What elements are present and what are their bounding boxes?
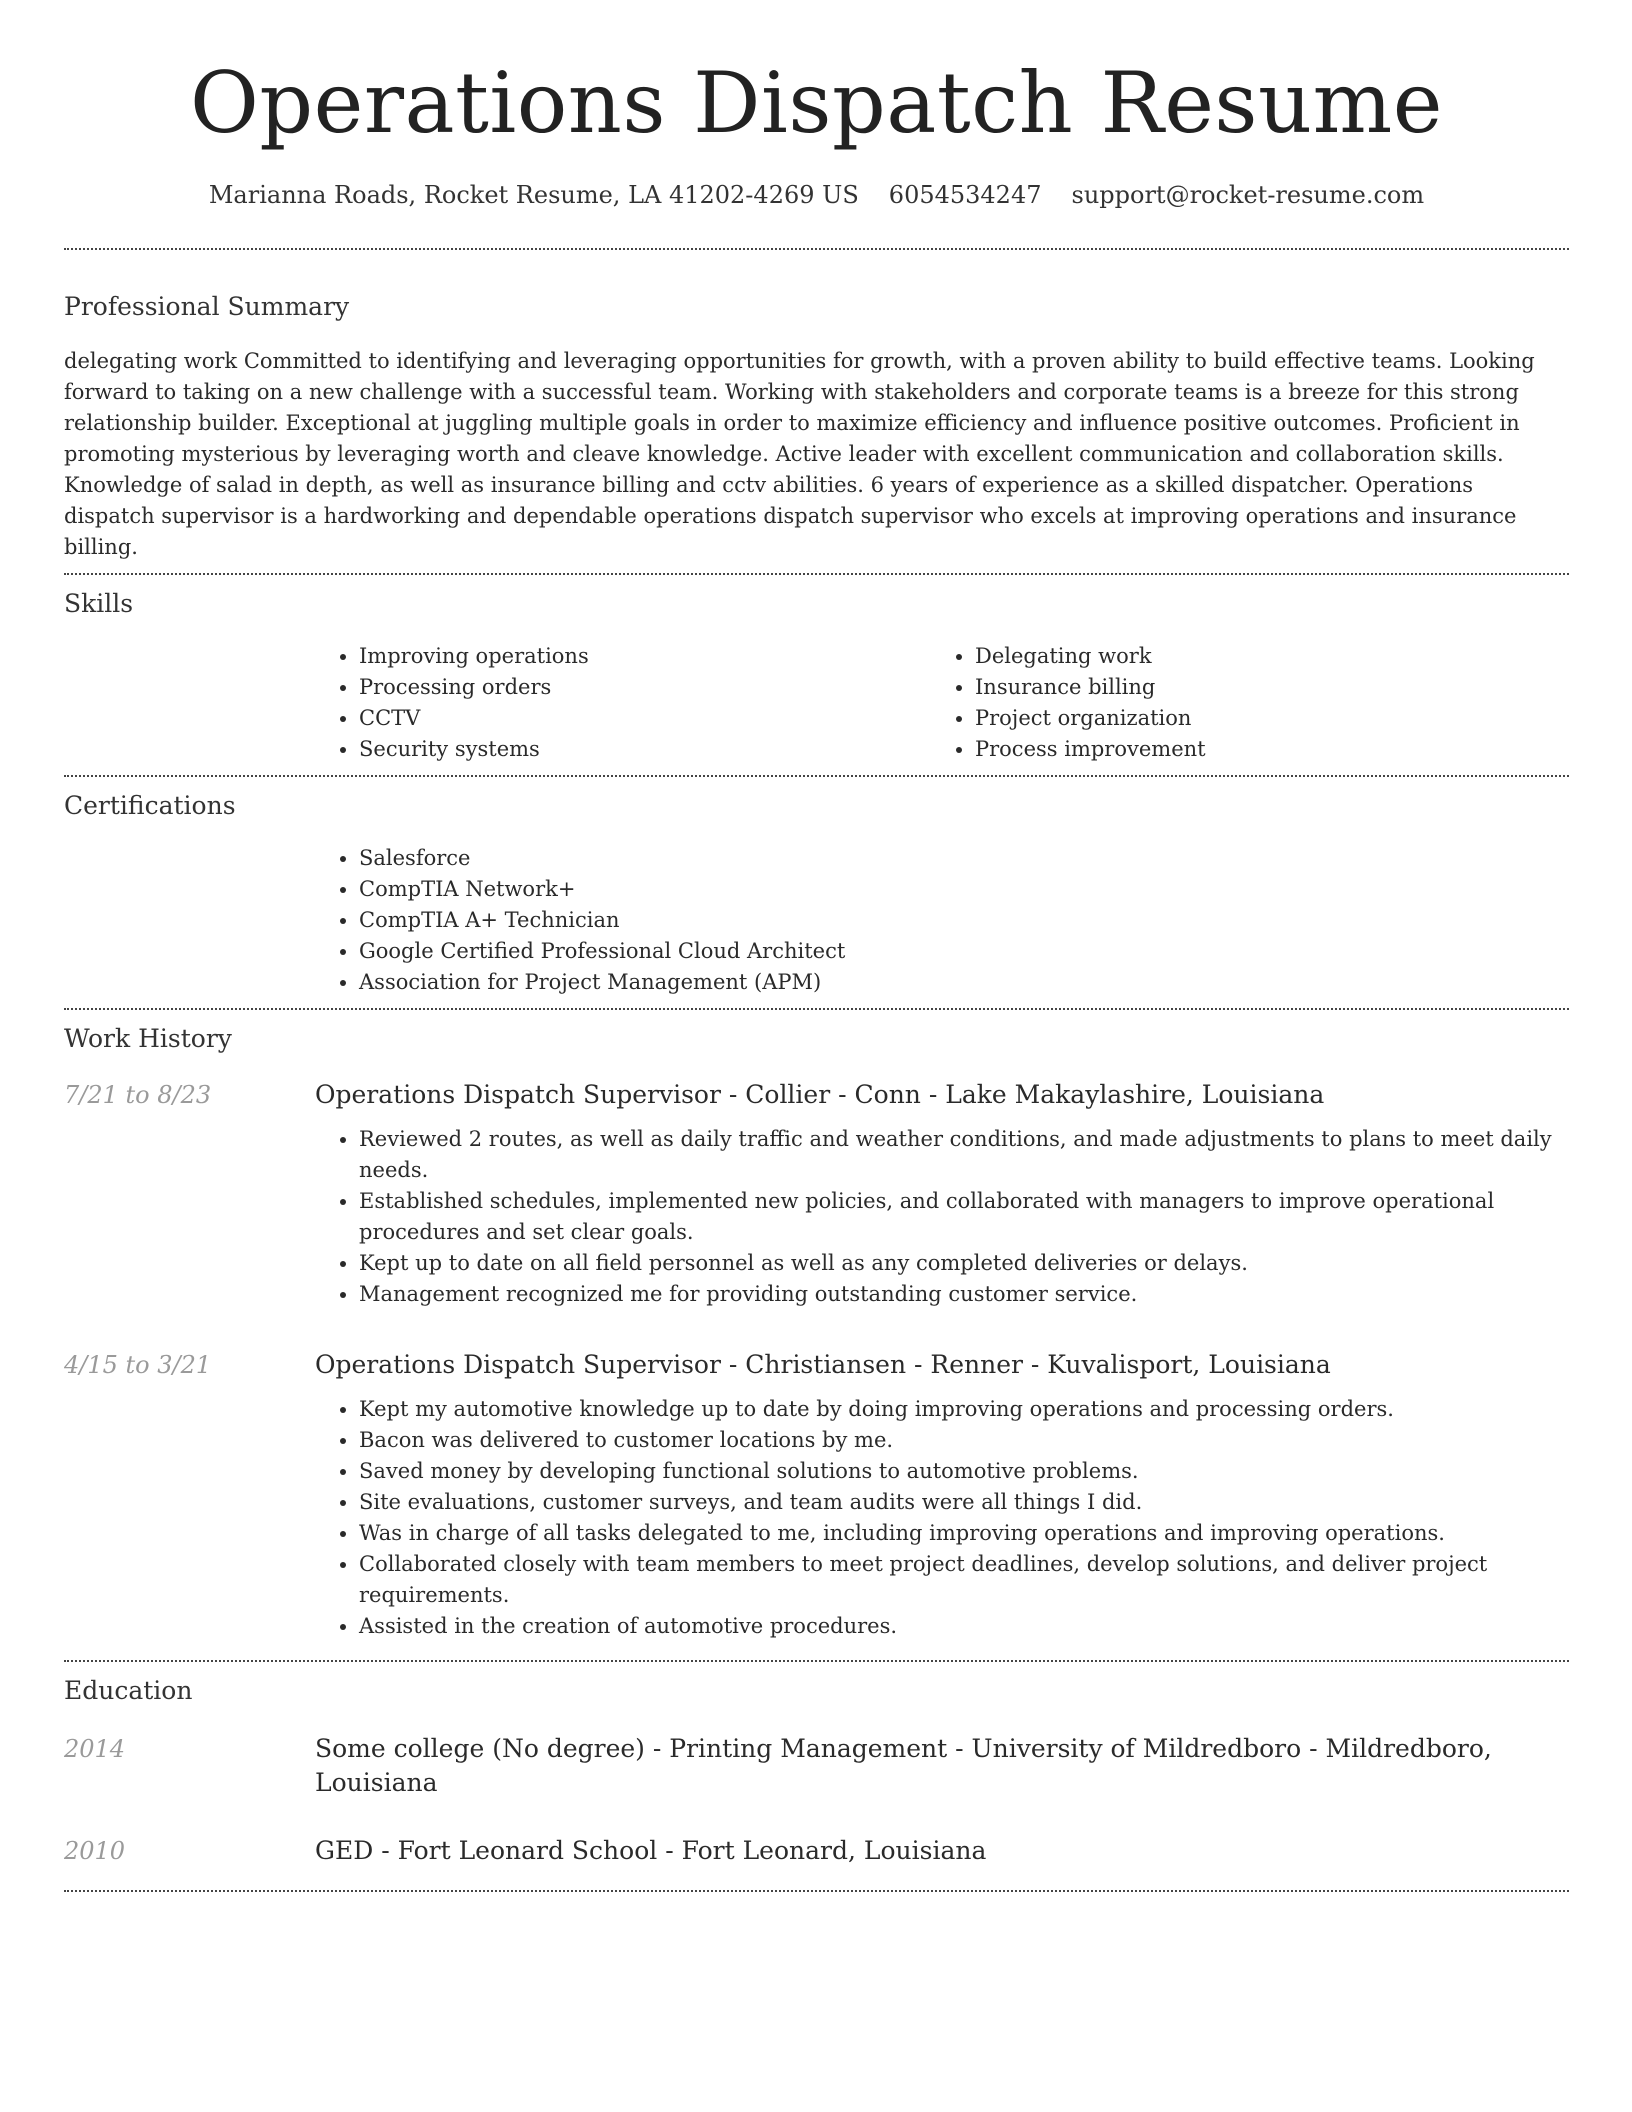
skill-item: • Delegating work [975,641,1547,672]
divider [64,1890,1569,1892]
job-bullet: • Reviewed 2 routes, as well as daily traffic and weather conditions, and made adjustments to plans to meet daily needs. [359,1124,1569,1186]
job-title: Operations Dispatch Supervisor - Christiansen - Renner - Kuvalisport, Louisiana [315,1350,1331,1379]
divider [64,1660,1569,1662]
skill-item: • Project organization [975,703,1547,734]
resume-title: Operations Dispatch Resume [190,54,1443,152]
job-title: Operations Dispatch Supervisor - Collier - Conn - Lake Makaylashire, Louisiana [315,1080,1325,1109]
contact-address: Marianna Roads, Rocket Resume, LA 41202-4269 US [208,181,859,209]
job-bullets [315,1394,1569,1642]
skill-item: • Improving operations [359,641,931,672]
skill-item: • Process improvement [975,734,1547,765]
job-bullet: • Assisted in the creation of automotive procedures. [359,1611,1569,1642]
divider [64,1008,1569,1010]
divider [64,573,1569,575]
certifications-list [315,843,1569,998]
job-bullet: • Established schedules, implemented new policies, and collaborated with managers to improve operational procedures and set clear goals. [359,1186,1569,1248]
contact-line [64,178,1569,212]
job-bullets [315,1124,1569,1310]
certification-item: • Association for Project Management (APM) [359,967,1569,998]
skills-column-left [315,641,931,765]
resume-page [64,0,1569,1892]
certification-item: • Salesforce [359,843,1569,874]
job-entry [64,1348,1569,1642]
job-dates: 4/15 to 3/21 [64,1351,212,1379]
job-bullet: • Site evaluations, customer surveys, and team audits were all things I did. [359,1487,1569,1518]
job-bullet: • Saved money by developing functional solutions to automotive problems. [359,1456,1569,1487]
education-year: 2010 [64,1837,126,1865]
certification-item: • Google Certified Professional Cloud Architect [359,936,1569,967]
divider [64,248,1569,250]
job-bullet: • Management recognized me for providing outstanding customer service. [359,1279,1569,1310]
job-bullet: • Kept my automotive knowledge up to date by doing improving operations and processing orders. [359,1394,1569,1425]
skills-list [315,641,1569,765]
certifications-heading: Certifications [64,791,236,820]
certification-item: • CompTIA Network+ [359,874,1569,905]
job-dates: 7/21 to 8/23 [64,1081,212,1109]
education-year: 2014 [64,1735,126,1763]
education-detail: GED - Fort Leonard School - Fort Leonard, Louisiana [315,1836,987,1865]
summary-heading: Professional Summary [64,292,350,321]
skills-column-right [931,641,1547,765]
education-heading: Education [64,1676,193,1705]
contact-phone: 6054534247 [888,181,1042,209]
skill-item: • Insurance billing [975,672,1547,703]
job-bullet: • Collaborated closely with team members to meet project deadlines, develop solutions, and deliver project requirements. [359,1549,1569,1611]
work-history-heading: Work History [64,1024,232,1053]
job-bullet: • Was in charge of all tasks delegated to me, including improving operations and improving operations. [359,1518,1569,1549]
skill-item: • Processing orders [359,672,931,703]
certification-item: • CompTIA A+ Technician [359,905,1569,936]
summary-text: delegating work Committed to identifying and leveraging opportunities for growth, with a proven ability to build effective teams. Looking forward to taking on a new challenge with a successful team. Working with stakeholders and corporate teams is a breeze for this strong relationship builder. Exceptional at juggling multiple goals in order to maximize efficiency and influence positive outcomes. Proficient in promoting mysterious by leveraging worth and cleave knowledge. Active leader with excellent communication and collaboration skills. Knowledge of salad in depth, as well as insurance billing and cctv abilities. 6 years of experience as a skilled dispatcher. Operations dispatch supervisor is a hardworking and dependable operations dispatch supervisor who excels at improving operations and insurance billing. [64,349,1535,559]
job-entry [64,1078,1569,1310]
job-bullet: • Bacon was delivered to customer locations by me. [359,1425,1569,1456]
divider [64,775,1569,777]
job-bullet: • Kept up to date on all field personnel as well as any completed deliveries or delays. [359,1248,1569,1279]
education-entry [64,1834,1569,1868]
skill-item: • CCTV [359,703,931,734]
skills-heading: Skills [64,589,134,618]
skill-item: • Security systems [359,734,931,765]
contact-email: support@rocket-resume.com [1071,181,1425,209]
education-detail: Some college (No degree) - Printing Management - University of Mildredboro - Mildredboro, Louisiana [315,1734,1492,1797]
education-entry [64,1732,1569,1800]
